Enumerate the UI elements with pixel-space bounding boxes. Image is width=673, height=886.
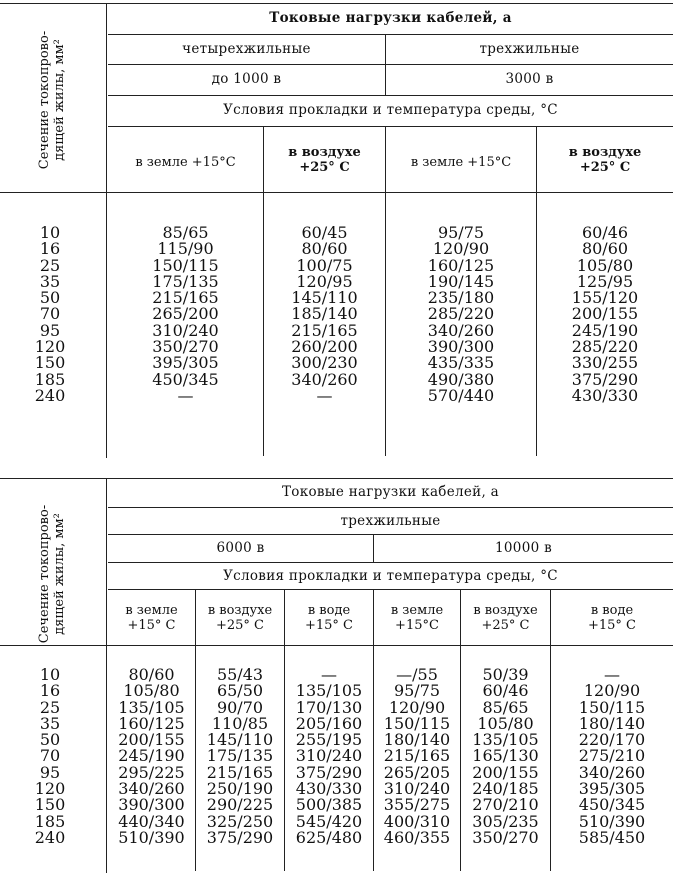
group-four-core: четырехжильные (182, 41, 311, 57)
cell: 160/125 (118, 713, 185, 733)
section-value: 16 (39, 681, 61, 701)
cell: 460/355 (383, 827, 451, 847)
cell: 155/120 (571, 288, 639, 308)
cell: 340/260 (427, 320, 495, 340)
cell: 105/80 (123, 681, 180, 701)
section-value: 16 (39, 239, 61, 259)
section-value: 35 (39, 271, 61, 291)
cell: 120/90 (388, 697, 446, 717)
cell: 220/170 (578, 730, 646, 750)
section-value: 70 (39, 746, 61, 766)
cond-ground: в земле +15° С (125, 603, 178, 633)
laying-conditions: Условия прокладки и температура среды, °С (223, 568, 558, 584)
section-value: 25 (39, 255, 61, 275)
cell: 200/155 (571, 304, 639, 324)
cell: 430/330 (295, 779, 363, 799)
data-column (118, 225, 253, 404)
cell: 265/205 (383, 762, 451, 782)
cell: 500/385 (295, 795, 363, 815)
cell: 180/140 (578, 713, 646, 733)
cell: 80/60 (581, 239, 629, 259)
section-value: 10 (39, 223, 61, 242)
cell: 145/110 (206, 730, 274, 750)
cell: 150/115 (152, 255, 219, 275)
cell: 120/90 (583, 681, 641, 701)
cell: 330/255 (571, 353, 639, 373)
cell: 135/105 (118, 697, 185, 717)
cell: — (321, 665, 337, 684)
data-column (108, 667, 195, 846)
cell: 90/70 (216, 697, 264, 717)
cell: 355/275 (383, 795, 451, 815)
cell: 340/260 (291, 369, 358, 389)
cell: 350/270 (472, 827, 539, 847)
cell: 85/65 (162, 223, 209, 242)
cell: 375/290 (571, 369, 639, 389)
cell: 65/50 (216, 681, 264, 701)
cell: — (177, 385, 194, 405)
cell: 340/260 (118, 779, 185, 799)
cell: 215/165 (291, 320, 358, 340)
cell: 175/135 (152, 271, 219, 291)
cell: 115/90 (157, 239, 214, 259)
section-value: 70 (39, 304, 61, 324)
cell: 570/440 (427, 385, 495, 405)
cell: 275/210 (578, 746, 646, 766)
cell: 585/450 (578, 827, 646, 847)
table-title: Токовые нагрузки кабелей, а (281, 484, 499, 500)
cell: 95/75 (437, 223, 485, 242)
laying-conditions: Условия прокладки и температура среды, °С (223, 102, 558, 118)
cell: 185/140 (291, 304, 358, 324)
cell: 390/300 (118, 795, 185, 815)
voltage-four-core: до 1000 в (211, 71, 282, 87)
cell: 390/300 (427, 337, 495, 357)
cell: 175/135 (206, 746, 274, 766)
cell: 245/190 (118, 746, 185, 766)
section-column (10, 667, 90, 846)
cell: 250/190 (206, 779, 274, 799)
voltage-10kv: 10000 в (495, 540, 552, 556)
cell: 305/235 (472, 811, 539, 831)
cell: 325/250 (206, 811, 274, 831)
data-column (551, 667, 673, 846)
section-value: 120 (34, 337, 66, 357)
cell: 450/345 (152, 369, 219, 389)
cell: 285/220 (427, 304, 495, 324)
cell: 55/43 (216, 665, 264, 684)
cell: 60/46 (581, 223, 629, 242)
group-three-core: трехжильные (479, 41, 580, 57)
data-column (461, 667, 550, 846)
section-value: 95 (39, 762, 61, 782)
section-value: 185 (34, 369, 66, 389)
cell: 440/340 (118, 811, 185, 831)
cell: 100/75 (296, 255, 353, 275)
cond-ground: в земле +15°С (390, 603, 444, 633)
cell: 310/240 (152, 320, 219, 340)
cell: 240/185 (472, 779, 539, 799)
cell: 235/180 (427, 288, 495, 308)
section-axis-label: Сечение токопрово- дящей жилы, мм² (37, 504, 67, 644)
cell: 160/125 (427, 255, 495, 275)
cell: 135/105 (472, 730, 539, 750)
cell: 190/145 (427, 271, 495, 291)
cell: 120/95 (296, 271, 353, 291)
section-value: 240 (34, 385, 66, 405)
cond-ground: в земле +15°С (135, 155, 236, 170)
data-column (285, 667, 373, 846)
section-axis-label: Сечение токопрово- дящей жилы, мм² (37, 30, 67, 170)
data-column (264, 225, 385, 404)
cell: 375/290 (295, 762, 363, 782)
cell: 80/60 (128, 665, 175, 684)
section-value: 25 (39, 697, 61, 717)
section-value: 185 (34, 811, 66, 831)
cell: 60/45 (301, 223, 348, 242)
cell: 395/305 (152, 353, 219, 373)
data-column (537, 225, 673, 404)
section-column (10, 225, 90, 404)
cell: 510/390 (118, 827, 185, 847)
cell: 510/390 (578, 811, 646, 831)
cell: 135/105 (295, 681, 363, 701)
group-three-core: трехжильные (340, 513, 441, 529)
cell: 215/165 (152, 288, 219, 308)
cell: 625/480 (295, 827, 363, 847)
cell: 215/165 (206, 762, 274, 782)
section-value: 35 (39, 713, 61, 733)
cell: 150/115 (578, 697, 646, 717)
cell: 375/290 (206, 827, 274, 847)
cell: 215/165 (383, 746, 451, 766)
table-title: Токовые нагрузки кабелей, а (269, 10, 512, 26)
cell: 260/200 (291, 337, 358, 357)
cell: 395/305 (578, 779, 646, 799)
cell: 95/75 (393, 681, 441, 701)
cell: 85/65 (482, 697, 529, 717)
cell: 255/195 (295, 730, 363, 750)
cell: 300/230 (291, 353, 358, 373)
cell: 270/210 (472, 795, 539, 815)
section-value: 150 (34, 795, 66, 815)
cell: 60/46 (482, 681, 529, 701)
section-value: 120 (34, 779, 66, 799)
voltage-6kv: 6000 в (216, 540, 265, 556)
cond-air: в воздухе +25° С (288, 145, 361, 175)
cond-water: в воде +15° С (304, 603, 353, 633)
cell: 180/140 (383, 730, 451, 750)
cell: 310/240 (383, 779, 451, 799)
section-value: 10 (39, 665, 61, 684)
cell: 50/39 (482, 665, 529, 684)
cell: 200/155 (118, 730, 185, 750)
cell: 350/270 (152, 337, 219, 357)
cell: 430/330 (571, 385, 639, 405)
cell: 150/115 (383, 713, 451, 733)
section-value: 50 (39, 730, 61, 750)
cell: 295/225 (118, 762, 185, 782)
cell: 265/200 (152, 304, 219, 324)
section-value: 150 (34, 353, 66, 373)
cell: 435/335 (427, 353, 495, 373)
cell: — (316, 385, 333, 405)
cell: 170/130 (295, 697, 363, 717)
cell: 310/240 (295, 746, 363, 766)
cell: 340/260 (578, 762, 646, 782)
data-column (374, 667, 460, 846)
cell: 285/220 (571, 337, 639, 357)
data-column (196, 667, 284, 846)
cell: 545/420 (295, 811, 363, 831)
cell: 120/90 (432, 239, 490, 259)
cell: 80/60 (301, 239, 348, 259)
cell: —/55 (396, 665, 438, 684)
cell: 165/130 (472, 746, 539, 766)
data-column (386, 225, 536, 404)
section-value: 240 (34, 827, 66, 847)
cell: 245/190 (571, 320, 639, 340)
cell: 125/95 (576, 271, 634, 291)
cell: 400/310 (383, 811, 451, 831)
cell: 145/110 (291, 288, 358, 308)
section-value: 50 (39, 288, 61, 308)
cell: 200/155 (472, 762, 539, 782)
cell: 205/160 (295, 713, 363, 733)
cell: 105/80 (576, 255, 634, 275)
cell: — (604, 665, 620, 684)
cell: 290/225 (206, 795, 274, 815)
cond-air: в воздухе +25° С (207, 603, 273, 633)
section-value: 95 (39, 320, 61, 340)
voltage-three-core: 3000 в (505, 71, 554, 87)
cell: 450/345 (578, 795, 646, 815)
cell: 110/85 (211, 713, 269, 733)
cell: 490/380 (427, 369, 495, 389)
cond-ground: в земле +15°С (410, 155, 512, 170)
cond-air: в воздухе +25° С (473, 603, 538, 633)
cell: 105/80 (477, 713, 534, 733)
cond-air: в воздухе +25° С (568, 145, 642, 175)
cond-water: в воде +15° С (587, 603, 636, 633)
